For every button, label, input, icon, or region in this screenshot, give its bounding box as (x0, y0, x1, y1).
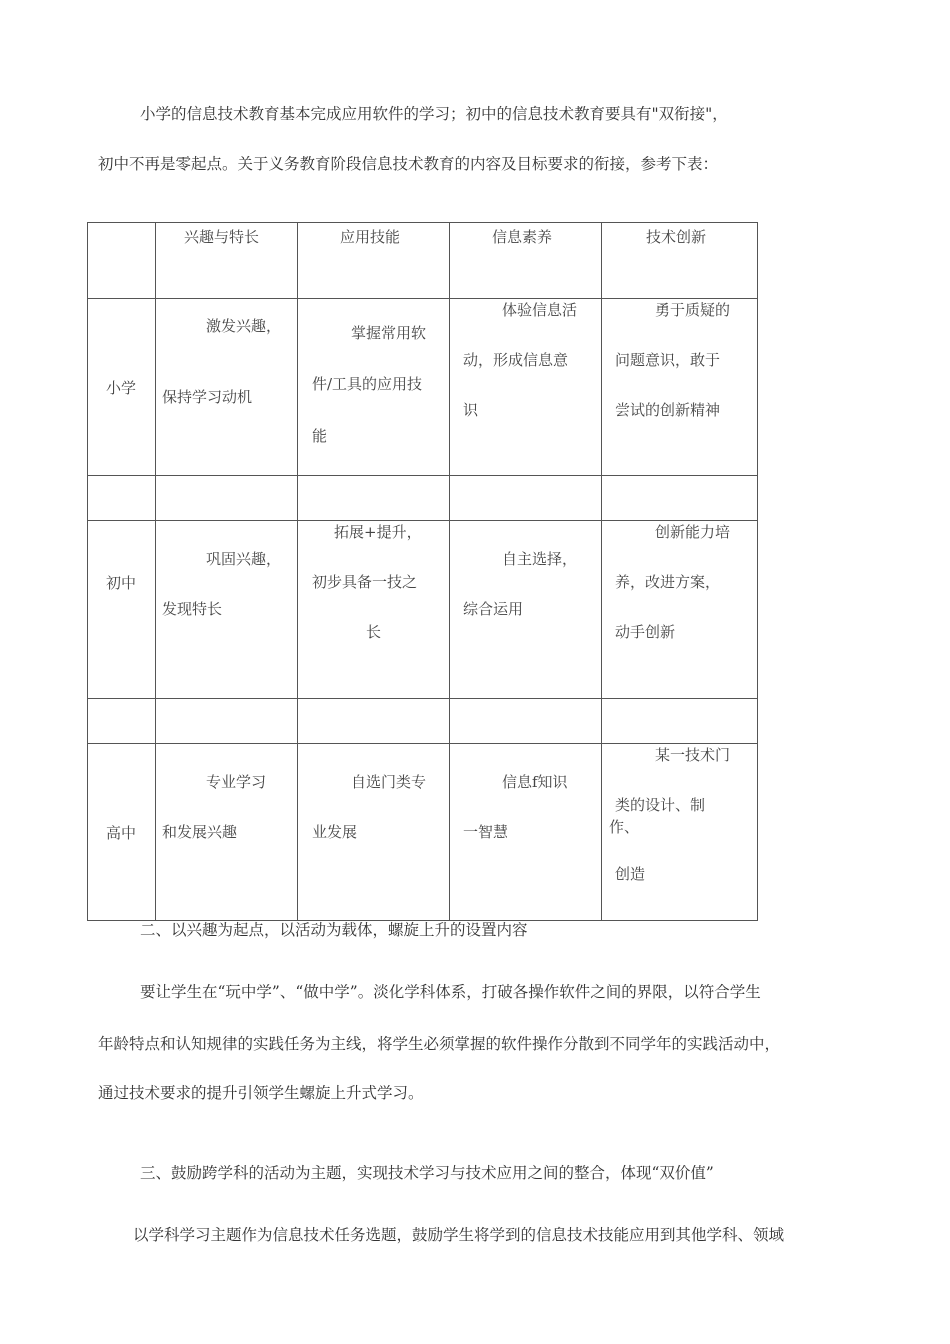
empty-cell (450, 476, 602, 521)
interest-cell (156, 299, 298, 476)
empty-cell (602, 699, 758, 744)
skills-cell (298, 521, 450, 699)
header-cell-interest (156, 223, 298, 299)
cell-text: 自选门类专 (351, 773, 427, 791)
cell-text: 某一技术门 (655, 746, 731, 764)
cell-text: 综合运用 (463, 600, 524, 618)
table-row (88, 521, 758, 699)
intro-line-2: 初中不再是零起点。关于义务教育阶段信息技术教育的内容及目标要求的衔接，参考下表： (98, 155, 719, 173)
innovation-cell (602, 299, 758, 476)
cell-text: 业发展 (312, 823, 358, 841)
literacy-cell (450, 521, 602, 699)
row-label-cell (88, 521, 156, 699)
skills-cell (298, 744, 450, 921)
cell-text: 掌握常用软 (351, 324, 427, 342)
cell-text: 巩固兴趣， (206, 550, 282, 568)
table-row (88, 299, 758, 476)
cell-text: 动手创新 (615, 623, 676, 641)
cell-text: 和发展兴趣 (162, 823, 238, 841)
curriculum-table (87, 222, 758, 921)
cell-text: 动，形成信息意 (463, 351, 569, 369)
cell-text: 自主选择， (502, 550, 578, 568)
empty-cell (298, 699, 450, 744)
cell-text: 勇于质疑的 (655, 301, 731, 319)
spacer-row (88, 476, 758, 521)
header-interest: 兴趣与特长 (184, 228, 260, 246)
cell-text: 作、 (609, 818, 640, 836)
spacer-row (88, 699, 758, 744)
table-header-row (88, 223, 758, 299)
cell-text: 一智慧 (463, 823, 509, 841)
cell-text: 创新能力培 (655, 523, 731, 541)
cell-text: 识 (463, 401, 479, 419)
literacy-cell (450, 744, 602, 921)
cell-text: 件/工具的应用技 (312, 375, 423, 393)
cell-text: 问题意识，敢于 (615, 351, 721, 369)
cell-text: 专业学习 (206, 773, 267, 791)
header-literacy: 信息素养 (492, 228, 553, 246)
section-2-paragraph-line-3: 通过技术要求的提升引领学生螺旋上升式学习。 (98, 1084, 424, 1102)
section-2-paragraph-line-2: 年龄特点和认知规律的实践任务为主线，将学生必须掌握的软件操作分散到不同学年的实践活动中， (98, 1035, 781, 1053)
section-2-heading: 二、以兴趣为起点，以活动为载体，螺旋上升的设置内容 (140, 921, 528, 939)
cell-text: 发现特长 (162, 600, 223, 618)
row-label-high: 高中 (106, 824, 137, 842)
cell-text: 激发兴趣， (206, 317, 282, 335)
section-3-paragraph-line-1: 以学科学习主题作为信息技术任务选题，鼓励学生将学到的信息技术技能应用到其他学科、领域 (133, 1226, 785, 1244)
innovation-cell (602, 521, 758, 699)
intro-line-1: 小学的信息技术教育基本完成应用软件的学习；初中的信息技术教育要具有"双衔接"， (140, 105, 728, 123)
empty-cell (88, 476, 156, 521)
cell-text: 保持学习动机 (162, 388, 253, 406)
header-cell-innovation (602, 223, 758, 299)
header-innovation: 技术创新 (646, 228, 707, 246)
innovation-cell (602, 744, 758, 921)
cell-text: 长 (366, 623, 382, 641)
interest-cell (156, 744, 298, 921)
header-skills: 应用技能 (340, 228, 401, 246)
cell-text: 类的设计、制 (615, 796, 706, 814)
header-cell-skills (298, 223, 450, 299)
cell-text: 养，改进方案， (615, 573, 721, 591)
cell-text: 拓展+提升， (334, 523, 422, 541)
skills-cell (298, 299, 450, 476)
empty-cell (298, 476, 450, 521)
section-2-paragraph-line-1: 要让学生在“玩中学”、“做中学”。淡化学科体系，打破各操作软件之间的界限，以符合学生 (140, 983, 761, 1001)
header-corner-cell (88, 223, 156, 299)
row-label-primary: 小学 (106, 379, 137, 397)
cell-text: 信息f知识 (502, 773, 568, 791)
empty-cell (450, 699, 602, 744)
table-row (88, 744, 758, 921)
empty-cell (156, 476, 298, 521)
row-label-cell (88, 744, 156, 921)
cell-text: 创造 (615, 865, 646, 883)
row-label-middle: 初中 (106, 574, 137, 592)
cell-text: 尝试的创新精神 (615, 401, 721, 419)
empty-cell (88, 699, 156, 744)
cell-text: 初步具备一技之 (312, 573, 418, 591)
header-cell-literacy (450, 223, 602, 299)
interest-cell (156, 521, 298, 699)
cell-text: 体验信息活 (502, 301, 578, 319)
cell-text: 能 (312, 427, 328, 445)
empty-cell (156, 699, 298, 744)
empty-cell (602, 476, 758, 521)
row-label-cell (88, 299, 156, 476)
literacy-cell (450, 299, 602, 476)
section-3-heading: 三、鼓励跨学科的活动为主题，实现技术学习与技术应用之间的整合，体现“双价值” (140, 1164, 714, 1182)
